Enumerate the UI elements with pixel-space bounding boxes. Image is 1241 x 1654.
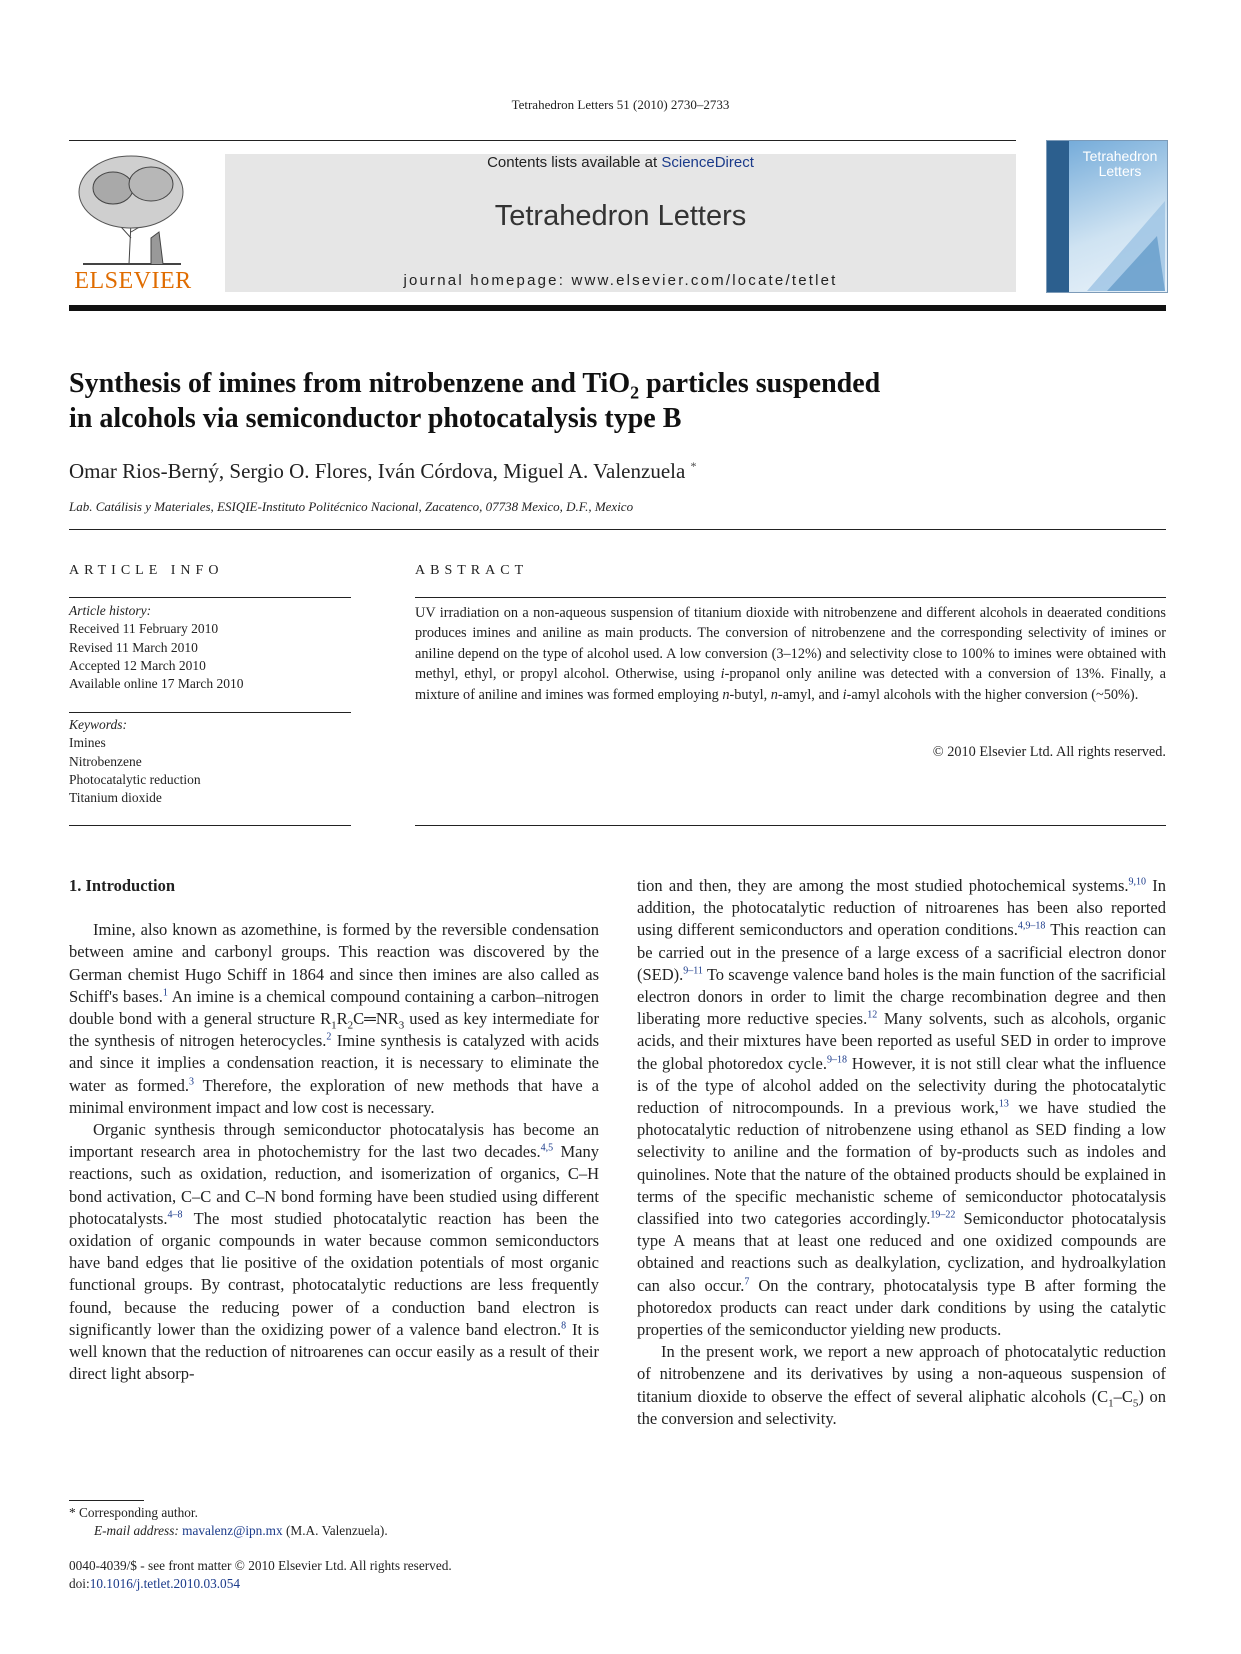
journal-citation: Tetrahedron Letters 51 (2010) 2730–2733 <box>511 97 730 112</box>
article-history <box>69 602 351 693</box>
keyword-item: Titanium dioxide <box>69 790 162 806</box>
cover-title: Tetrahedron Letters <box>1082 148 1158 179</box>
citation-link[interactable]: 12 <box>867 1009 878 1021</box>
footnote-rule <box>69 1500 144 1501</box>
citation-link[interactable]: 4,5 <box>540 1142 554 1154</box>
affiliation: Lab. Catálisis y Materiales, ESIQIE-Instituto Politécnico Nacional, Zacatenco, 07738 Mexico, D.F., Mexico <box>69 499 634 514</box>
history-item: Available online 17 March 2010 <box>69 676 244 692</box>
elsevier-wordmark: ELSEVIER <box>74 268 192 294</box>
author-list <box>69 459 697 484</box>
corresponding-mark[interactable]: * <box>690 459 697 473</box>
contents-prefix: Contents lists available at <box>487 154 662 171</box>
footnote <box>69 1504 388 1540</box>
abstract-rule-top <box>415 597 1166 598</box>
email-note: E-mail address: mavalenz@ipn.mx (M.A. Valenzuela). <box>94 1523 388 1538</box>
citation-link[interactable]: 7 <box>744 1276 750 1288</box>
journal-name: Tetrahedron Letters <box>494 200 747 232</box>
paragraph: tion and then, they are among the most studied photochemical systems.$^{9,10}$ In addition, the photocatalytic reduction of nitroarenes has been also reported using different semiconductors and operation conditions.$^{4,9-18}$ This reaction can be carried out in the presence of a large excess of a sacrificial electron donor (SED).$^{9-11}$ To scavenge valence band holes is the main function of the sacrificial electron donors in order to limit the charge recombination degree and then liberating more reductive species.$^{12}$ Many solvents, such as alcohols, organic acids, and their mixtures have been reported as useful SED in order to improve the global photoredox cycle.$^{9-18}$ However, it is not still clear what the influence is of the type of alcohol added on the selectivity during the photocatalytic reduction of nitrocompounds. In a previous work,$^{13}$ we have studied the photocatalytic reduction of nitrobenzene using ethanol as SED finding a low selectivity to aniline and the formation of by-products such as indoles and quinolines. Note that the nature of the obtained products should be explained in terms of the specific mechanistic scheme of semiconductor photocatalysis classified into two categories accordingly.$^{19-22}$ Semiconductor photocatalysis type A means that at least one reduced and one oxidized compounds are obtained and reactions such as dealkylation, cyclization, and hydroalkylation can also occur.$^7$ On the contrary, photocatalysis type B after forming the photoredox products can react under dark conditions by using the catalytic properties of the semiconductor yielding new products. <box>637 876 1167 1340</box>
citation-link[interactable]: 1 <box>162 987 168 999</box>
doi-line: doi:10.1016/j.tetlet.2010.03.054 <box>69 1576 241 1591</box>
history-label: Article history: <box>69 603 152 618</box>
abstract-text: UV irradiation on a non-aqueous suspension of titanium dioxide with nitrobenzene and different alcohols in deaerated conditions produces imines and aniline as main products. The conversion of nitrobenzene and the corresponding selectivity of imines or aniline depend on the type of alcohol used. A low conversion (3–12%) and selectivity close to 100% to imines were obtained with methyl, ethyl, or propyl alcohol. Otherwise, using i-propanol only aniline was detected with a conversion of 13%. Finally, a mixture of aniline and imines was formed employing n-butyl, n-amyl, and i-amyl alcohols with the higher conversion (~50%). <box>415 605 1167 703</box>
citation-link[interactable]: 9–18 <box>826 1054 847 1066</box>
email-link[interactable]: mavalenz@ipn.mx <box>182 1523 283 1538</box>
citation-link[interactable]: 4,9–18 <box>1017 920 1046 932</box>
copyright-notice: © 2010 Elsevier Ltd. All rights reserved. <box>932 744 1166 760</box>
affiliation-rule <box>69 529 1166 530</box>
corresponding-author-note: * Corresponding author. <box>69 1505 198 1520</box>
citation-link[interactable]: 9–11 <box>683 965 703 977</box>
article-title <box>69 366 1109 436</box>
article-info-heading: ARTICLE INFO <box>69 563 224 578</box>
keywords-label: Keywords: <box>69 717 127 732</box>
elsevier-logo[interactable] <box>69 150 197 295</box>
citation-link[interactable]: 8 <box>561 1320 567 1332</box>
contents-line <box>225 154 1016 171</box>
header-thick-rule <box>69 305 1166 311</box>
info-rule-top <box>69 597 351 598</box>
citation-link[interactable]: 4–8 <box>167 1209 183 1221</box>
title-text-1: Synthesis of imines from nitrobenzene and TiO <box>69 368 631 399</box>
history-item: Revised 11 March 2010 <box>69 639 198 655</box>
history-item: Accepted 12 March 2010 <box>69 657 206 673</box>
paragraph: Organic synthesis through semiconductor photocatalysis has become an important research area in photochemistry for the last two decades.$^{4,5}$ Many reactions, such as oxidation, reduction, and isomerization of organics, C–H bond activation, C–C and C–N bond forming have been studied using different photocatalysts.$^{4-8}$ The most studied photocatalytic reaction has been the oxidation of organic compounds in water because common semiconductors have band edges that lie positive of the oxidation potentials of most organic functional groups. By contrast, photocatalytic reductions are less frequently found, because the reducing power of a conduction band electron is significantly lower than the oxidizing power of a valence band electron.$^8$ It is well known that the reduction of nitroarenes can occur easily as a result of their direct light absorp- <box>69 1120 599 1384</box>
info-rule-bottom <box>69 825 351 826</box>
abstract-rule-bottom <box>415 825 1166 826</box>
journal-homepage[interactable]: journal homepage: www.elsevier.com/locate/tetlet <box>403 272 838 289</box>
citation-link[interactable]: 13 <box>998 1098 1009 1110</box>
keyword-item: Nitrobenzene <box>69 753 142 769</box>
body-column-left <box>69 875 599 1385</box>
section-heading: 1. Introduction <box>69 876 176 895</box>
history-item: Received 11 February 2010 <box>69 621 219 637</box>
title-subscript: 2 <box>630 382 640 403</box>
doi-link[interactable]: 10.1016/j.tetlet.2010.03.054 <box>89 1576 241 1591</box>
issn-line: 0040-4039/$ - see front matter © 2010 Elsevier Ltd. All rights reserved. <box>69 1558 452 1573</box>
paragraph: In the present work, we report a new approach of photocatalytic reduction of nitrobenzene and its derivatives by using a non-aqueous suspension of titanium dioxide to observe the effect of several aliphatic alcohols $(C_1-C_5)$ on the conversion and selectivity. <box>637 1342 1167 1428</box>
keyword-item: Imines <box>69 735 106 751</box>
front-matter <box>69 1557 452 1593</box>
info-rule-mid <box>69 712 351 713</box>
sciencedirect-link[interactable]: ScienceDirect <box>661 154 754 171</box>
journal-cover[interactable] <box>1046 140 1168 293</box>
body-column-right <box>637 875 1166 1430</box>
abstract-heading: ABSTRACT <box>415 563 529 578</box>
title-text-3: in alcohols via semiconductor photocatalysis type B <box>69 403 682 434</box>
paragraph: Imine, also known as azomethine, is formed by the reversible condensation between amine and carbonyl groups. This reaction was discovered by the German chemist Hugo Schiff in 1864 and since then imines are also called as Schiff's bases.$^1$ An imine is a chemical compound containing a carbon–nitrogen double bond with a general structure $R_1R_2C═NR_3$ used as key intermediate for the synthesis of nitrogen heterocycles.$^2$ Imine synthesis is catalyzed with acids and since it implies a condensation reaction, it is necessary to eliminate the water as formed.$^3$ Therefore, the exploration of new methods that have a minimal environment impact and low cost is necessary. <box>69 920 599 1117</box>
citation-link[interactable]: 19–22 <box>930 1209 956 1221</box>
keyword-item: Photocatalytic reduction <box>69 771 201 787</box>
title-text-2: particles suspended <box>639 368 881 399</box>
authors-text: Omar Rios-Berný, Sergio O. Flores, Iván Córdova, Miguel A. Valenzuela <box>69 459 686 483</box>
citation-link[interactable]: 2 <box>326 1031 332 1043</box>
tree-icon <box>73 152 191 268</box>
citation-link[interactable]: 9,10 <box>1128 876 1146 888</box>
citation-link[interactable]: 3 <box>189 1076 195 1088</box>
journal-banner <box>225 154 1016 292</box>
keywords <box>69 716 351 807</box>
header-rule <box>69 140 1016 141</box>
